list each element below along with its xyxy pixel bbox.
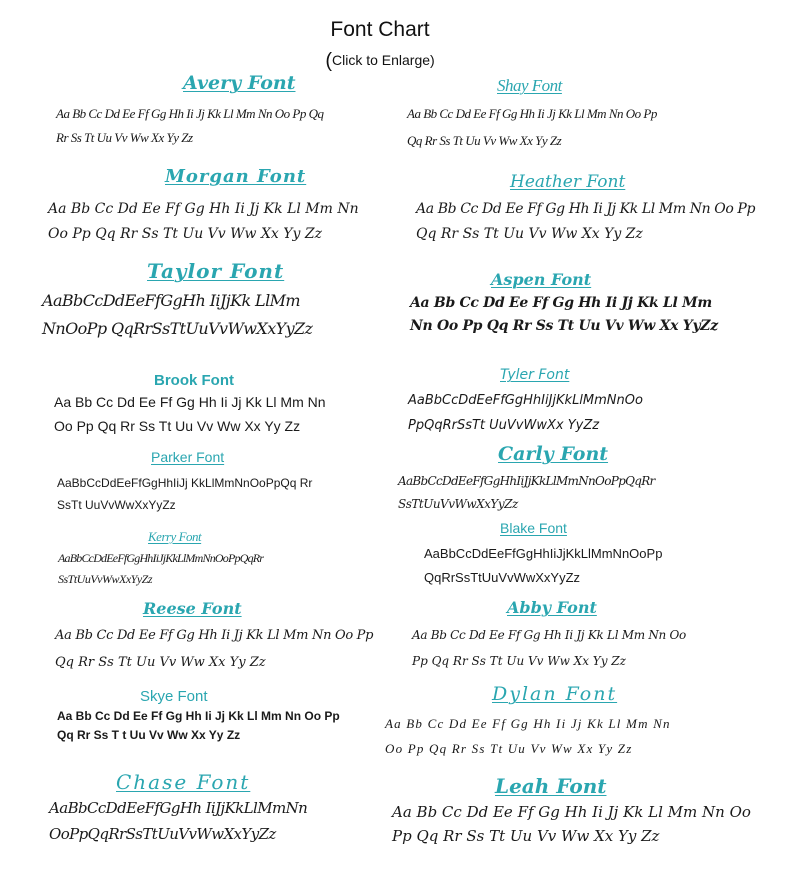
font-name-heather: Heather Font <box>510 172 626 192</box>
font-name-parker: Parker Font <box>151 449 225 465</box>
alphabet-line-2: Oo Pp Qq Rr Ss Tt Uu Vv Ww Xx Yy Zz <box>48 226 322 242</box>
font-name-skye: Skye Font <box>140 688 208 705</box>
font-name-reese: Reese Font <box>143 599 242 618</box>
alphabet-line-2: SsTtUuVvWwXxYyZz <box>398 497 518 511</box>
font-name-taylor: Taylor Font <box>147 259 285 283</box>
font-name-shay: Shay Font <box>497 76 562 95</box>
alphabet-line-1: AaBbCcDdEeFfGgHhIiJjKkLlMmNnOoPpQqRr <box>398 474 655 488</box>
alphabet-line-1: Aa Bb Cc Dd Ee Ff Gg Hh Ii Jj Kk Ll Mm Nn Oo <box>412 628 686 642</box>
alphabet-line-2: Qq Rr Ss Tt Uu Vv Ww Xx Yy Zz <box>407 133 562 148</box>
alphabet-line-2: SsTt UuVvWwXxYyZz <box>57 498 176 512</box>
page-title: Font Chart <box>330 18 430 41</box>
subtitle-paren: ( <box>325 50 332 72</box>
alphabet-line-2: Qq Rr Ss T t Uu Vv Ww Xx Yy Zz <box>57 728 241 742</box>
alphabet-line-2: Qq Rr Ss Tt Uu Vv Ww Xx Yy Zz <box>55 655 266 670</box>
alphabet-line-1: Aa Bb Cc Dd Ee Ff Gg Hh Ii Jj Kk Ll Mm Nn Oo Pp <box>55 628 374 643</box>
alphabet-line-1: Aa Bb Cc Dd Ee Ff Gg Hh Ii Jj Kk Ll Mm Nn Oo Pp <box>57 709 340 723</box>
font-name-dylan: Dylan Font <box>492 683 618 705</box>
alphabet-line-1: Aa Bb Cc Dd Ee Ff Gg Hh Ii Jj Kk Ll Mm Nn <box>385 716 671 731</box>
alphabet-line-2: Rr Ss Tt Uu Vv Ww Xx Yy Zz <box>56 130 193 145</box>
alphabet-line-2: PpQqRrSsTt UuVvWwXx YyZz <box>408 418 600 433</box>
alphabet-line-2: NnOoPp QqRrSsTtUuVvWwXxYyZz <box>42 319 313 338</box>
alphabet-line-1: Aa Bb Cc Dd Ee Ff Gg Hh Ii Jj Kk Ll Mm <box>410 295 712 311</box>
alphabet-line-1: AaBbCcDdEeFfGgHh IiJjKk LlMm <box>42 291 300 310</box>
font-name-blake: Blake Font <box>500 520 567 536</box>
alphabet-line-2: Pp Qq Rr Ss Tt Uu Vv Ww Xx Yy Zz <box>392 827 660 845</box>
subtitle-text: Click to Enlarge) <box>331 52 435 68</box>
font-name-tyler: Tyler Font <box>500 367 570 383</box>
font-name-carly: Carly Font <box>498 443 609 465</box>
enlarge-link[interactable] <box>0 50 760 73</box>
alphabet-line-2: OoPpQqRrSsTtUuVvWwXxYyZz <box>49 825 276 843</box>
font-name-aspen: Aspen Font <box>491 270 592 289</box>
alphabet-line-2: Nn Oo Pp Qq Rr Ss Tt Uu Vv Ww Xx YyZz <box>410 318 718 334</box>
alphabet-line-2: Oo Pp Qq Rr Ss Tt Uu Vv Ww Xx Yy Zz <box>385 741 633 756</box>
font-name-leah: Leah Font <box>495 774 607 798</box>
alphabet-line-1: AaBbCcDdEeFfGgHhIiJj KkLlMmNnOoPpQq Rr <box>57 476 313 490</box>
alphabet-line-1: Aa Bb Cc Dd Ee Ff Gg Hh Ii Jj Kk Ll Mm Nn Oo Pp <box>416 201 756 217</box>
font-name-brook: Brook Font <box>154 372 234 389</box>
alphabet-line-1: AaBbCcDdEeFfGgHhIiJjKkLlMmNnOoPp <box>424 546 663 561</box>
alphabet-line-1: Aa Bb Cc Dd Ee Ff Gg Hh Ii Jj Kk Ll Mm Nn <box>54 394 326 410</box>
font-name-morgan: Morgan Font <box>165 166 307 187</box>
font-name-abby: Abby Font <box>507 598 597 617</box>
font-name-chase: Chase Font <box>116 770 251 794</box>
font-name-kerry: Kerry Font <box>148 529 202 544</box>
font-name-avery: Avery Font <box>183 72 296 94</box>
alphabet-line-2: QqRrSsTtUuVvWwXxYyZz <box>424 570 581 585</box>
alphabet-line-1: Aa Bb Cc Dd Ee Ff Gg Hh Ii Jj Kk Ll Mm Nn Oo Pp Qq <box>56 106 324 121</box>
alphabet-line-2: Pp Qq Rr Ss Tt Uu Vv Ww Xx Yy Zz <box>412 654 626 668</box>
alphabet-line-1: Aa Bb Cc Dd Ee Ff Gg Hh Ii Jj Kk Ll Mm Nn Oo <box>392 803 751 821</box>
alphabet-line-2: Oo Pp Qq Rr Ss Tt Uu Vv Ww Xx Yy Zz <box>54 418 301 434</box>
alphabet-line-1: AaBbCcDdEeFfGgHhIiJjKkLlMmNnOo <box>408 393 643 408</box>
alphabet-line-2: SsTtUuVvWwXxYyZz <box>58 572 152 586</box>
alphabet-line-1: Aa Bb Cc Dd Ee Ff Gg Hh Ii Jj Kk Ll Mm Nn Oo Pp <box>407 106 657 121</box>
alphabet-line-1: AaBbCcDdEeFfGgHh IiJjKkLlMmNn <box>49 799 308 817</box>
alphabet-line-2: Qq Rr Ss Tt Uu Vv Ww Xx Yy Zz <box>416 226 643 242</box>
alphabet-line-1: Aa Bb Cc Dd Ee Ff Gg Hh Ii Jj Kk Ll Mm Nn <box>48 201 359 217</box>
alphabet-line-1: AaBbCcDdEeFfGgHhIiJjKkLlMmNnOoPpQqRr <box>58 551 264 565</box>
